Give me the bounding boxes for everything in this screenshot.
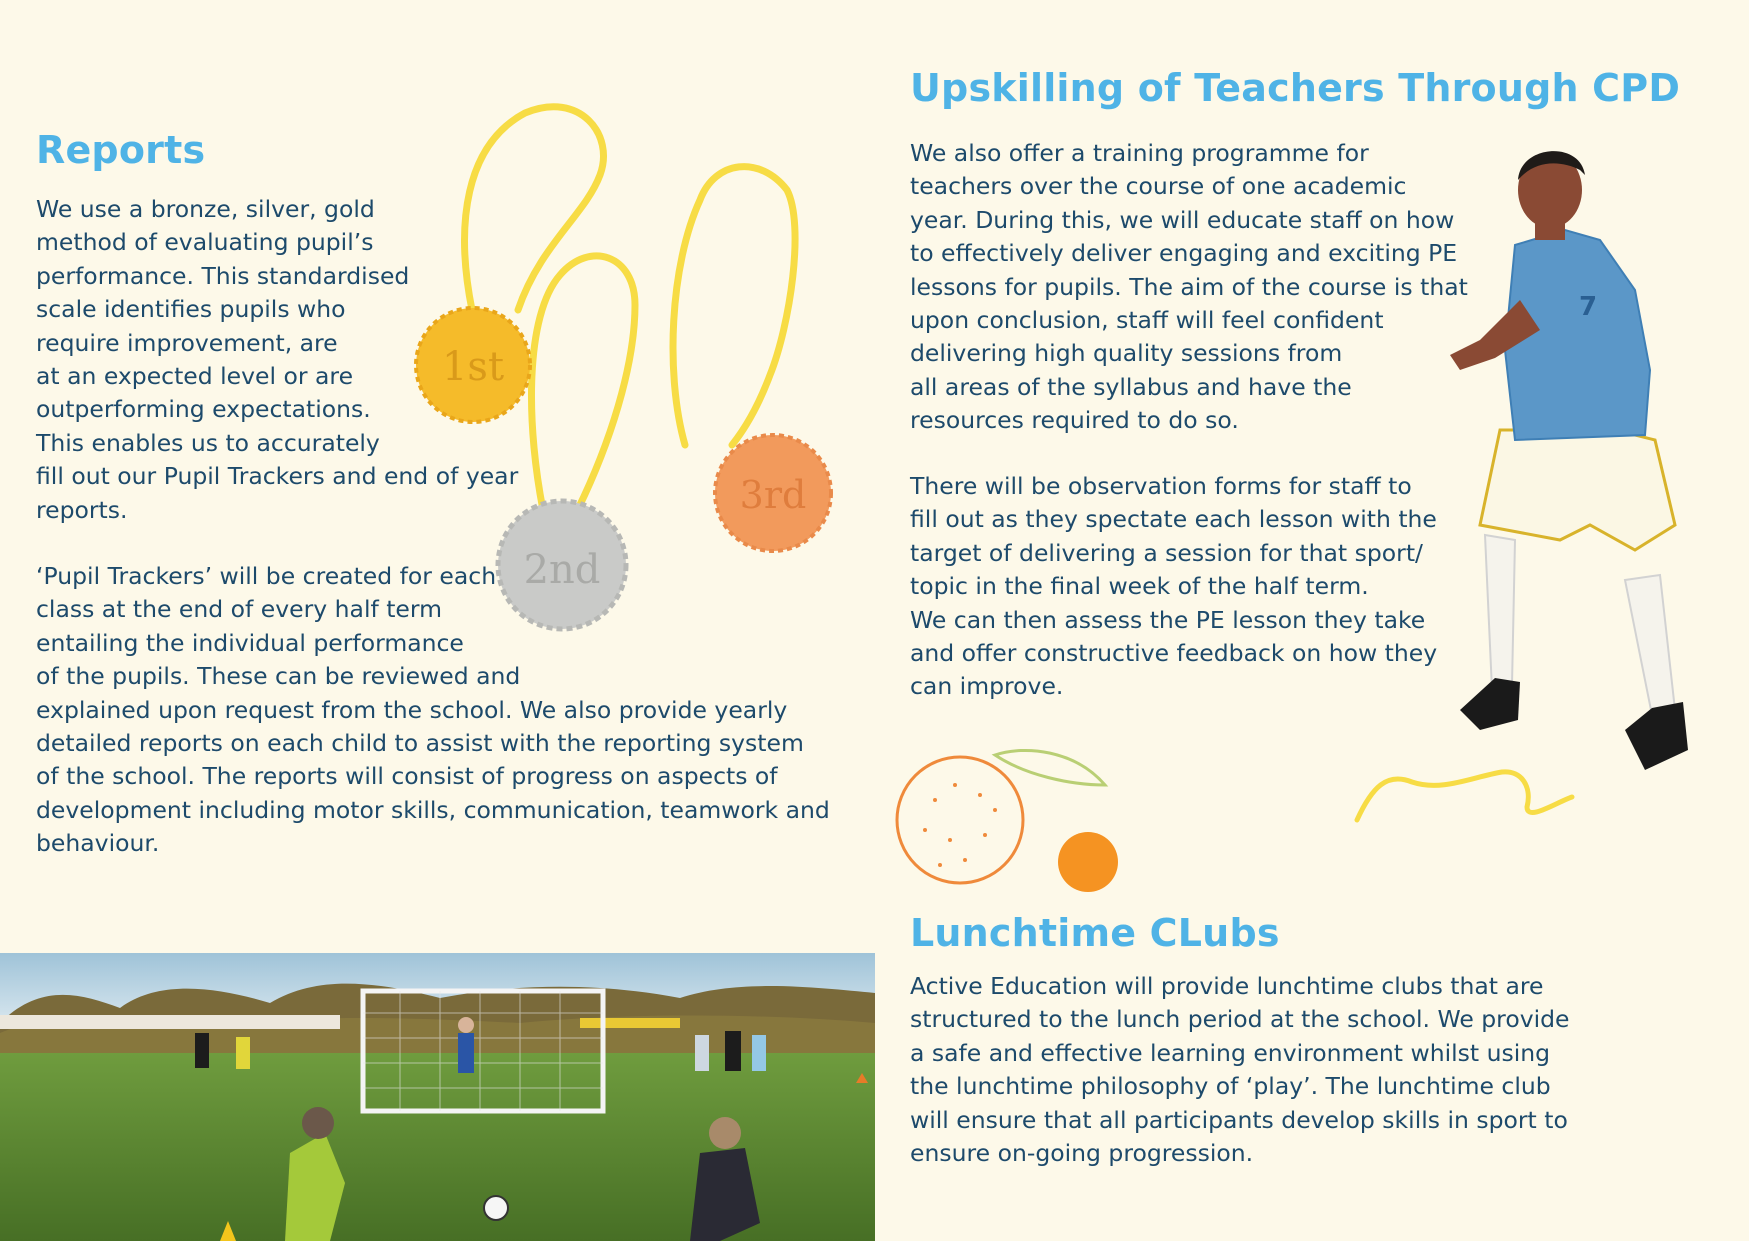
text-line: at an expected level or are	[36, 361, 354, 390]
text-line: target of delivering a session for that sport/	[910, 538, 1423, 567]
silver-medal	[498, 501, 626, 629]
text-line: fill out our Pupil Trackers and end of year	[36, 462, 519, 491]
small-orange	[1058, 832, 1118, 892]
yellow-squiggle-decoration	[1352, 752, 1577, 827]
silver-ribbon	[531, 256, 635, 520]
text-line: We use a bronze, silver, gold	[36, 195, 375, 223]
text-line: There will be observation forms for staff to	[910, 472, 1412, 500]
text-line: of the pupils. These can be reviewed and	[36, 662, 521, 691]
text-line: ensure on-going progression.	[910, 1138, 1254, 1167]
text-line: development including motor skills, communication, teamwork and	[36, 795, 830, 824]
text-line: teachers over the course of one academic	[910, 172, 1407, 201]
text-line: will ensure that all participants develop skills in sport to	[910, 1105, 1568, 1134]
bronze-medal	[715, 435, 831, 551]
shirt-number: 7	[1578, 292, 1598, 322]
gold-ribbon	[465, 107, 604, 310]
football-photo-image	[0, 953, 875, 1241]
left-sock	[1485, 535, 1515, 690]
cpd-paragraph-2	[910, 470, 1437, 704]
right-boot	[1625, 702, 1688, 770]
text-line: This enables us to accurately	[36, 428, 380, 457]
text-line: resources required to do so.	[910, 406, 1239, 435]
text-line: of the school. The reports will consist of progress on aspects of	[36, 762, 778, 791]
text-line: fill out as they spectate each lesson with the	[910, 505, 1437, 534]
text-line: detailed reports on each child to assist with the reporting system	[36, 728, 804, 757]
text-line: require improvement, are	[36, 328, 338, 357]
shorts	[1480, 430, 1675, 550]
lunch-heading: Lunchtime CLubs	[910, 911, 1280, 955]
football-photo	[0, 953, 875, 1241]
text-line: behaviour.	[36, 829, 160, 858]
text-line: We also offer a training programme for	[910, 139, 1369, 167]
text-line: to effectively deliver engaging and exciting PE	[910, 239, 1458, 268]
footballer-illustration	[1440, 130, 1730, 810]
leaf	[995, 750, 1105, 785]
lunch-paragraph	[910, 970, 1570, 1170]
text-line: topic in the final week of the half term.	[910, 572, 1369, 601]
text-line: reports.	[36, 495, 128, 524]
text-line: and offer constructive feedback on how they	[910, 638, 1438, 667]
text-line: performance. This standardised	[36, 261, 410, 290]
text-line: can improve.	[910, 672, 1064, 701]
gold-medal	[416, 308, 530, 422]
right-sock	[1625, 575, 1675, 715]
text-line: method of evaluating pupil’s	[36, 228, 374, 257]
text-line: delivering high quality sessions from	[910, 339, 1343, 368]
gold-medal-label: 1st	[441, 344, 505, 390]
cpd-heading: Upskilling of Teachers Through CPD	[910, 66, 1681, 110]
text-line: structured to the lunch period at the school. We provide	[910, 1005, 1570, 1034]
text-line: entailing the individual performance	[36, 628, 464, 657]
bronze-ribbon	[673, 167, 795, 445]
medals-illustration	[410, 105, 840, 640]
text-line: all areas of the syllabus and have the	[910, 372, 1352, 401]
text-line: upon conclusion, staff will feel confident	[910, 305, 1384, 334]
text-line: explained upon request from the school. We also provide yearly	[36, 695, 788, 724]
large-orange	[897, 757, 1023, 883]
text-line: year. During this, we will educate staff on how	[910, 205, 1455, 234]
oranges-illustration	[895, 740, 1125, 900]
silver-medal-label: 2nd	[523, 547, 601, 593]
text-line: We can then assess the PE lesson they take	[910, 605, 1426, 634]
text-line: the lunchtime philosophy of ‘play’. The lunchtime club	[910, 1072, 1551, 1101]
left-boot	[1460, 678, 1520, 730]
text-line: class at the end of every half term	[36, 595, 443, 624]
text-line: a safe and effective learning environment whilst using	[910, 1038, 1551, 1067]
text-line: scale identifies pupils who	[36, 295, 346, 324]
text-line: outperforming expectations.	[36, 395, 371, 424]
text-line: lessons for pupils. The aim of the course is that	[910, 272, 1468, 301]
reports-heading: Reports	[36, 128, 206, 172]
text-line: Active Education will provide lunchtime clubs that are	[910, 972, 1544, 1000]
text-line: ‘Pupil Trackers’ will be created for each	[36, 562, 497, 590]
bronze-medal-label: 3rd	[739, 473, 807, 517]
cpd-paragraph-1	[910, 137, 1468, 438]
